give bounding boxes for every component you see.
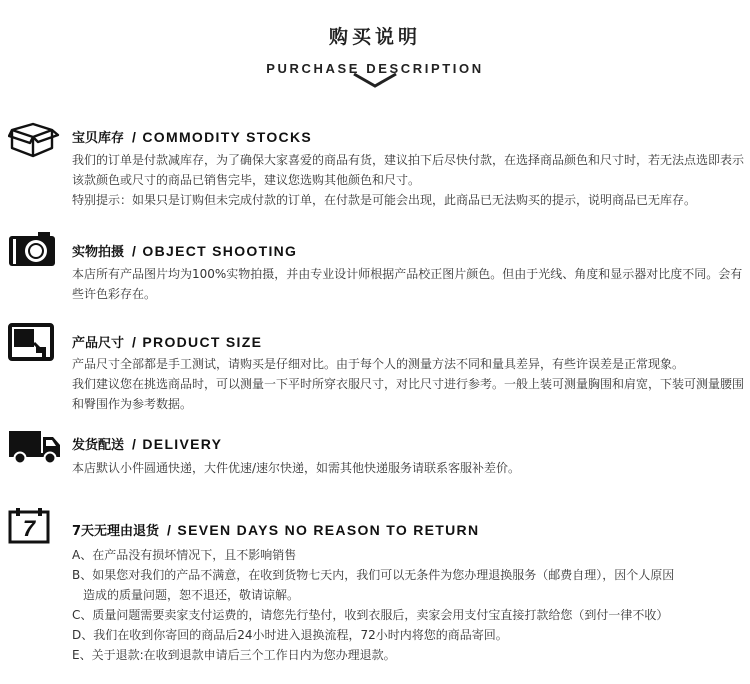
section-heading <box>72 128 312 146</box>
box-icon <box>8 118 60 158</box>
body-line: C、质量问题需要卖家支付运费的，请您先行垫付，收到衣服后，卖家会用支付宝直接打款给您（到付一律不收） <box>72 608 669 622</box>
body-line: B、如果您对我们的产品不满意，在收到货物七天内，我们可以无条件为您办理退换服务（邮费自理），因个人原因 <box>72 568 675 582</box>
calendar-7-icon <box>8 508 52 544</box>
section-title-en: / OBJECT SHOOTING <box>132 243 298 259</box>
body-line: 本店所有产品图片均为100%实物拍摄，并由专业设计师根据产品校正图片颜色。但由于光线、角度和显示器对比度不同。会有些许色彩存在。 <box>72 267 743 301</box>
section-title-cn: 实物拍摄 <box>72 245 125 260</box>
section-title-en: / PRODUCT SIZE <box>132 334 263 350</box>
body-line: E、关于退款:在收到退款申请后三个工作日内为您办理退款。 <box>72 648 396 662</box>
calendar-day-number: 7 <box>22 516 36 541</box>
section-title-cn: 7天无理由退货 <box>72 524 160 539</box>
section-heading <box>72 521 479 539</box>
body-line: 特别提示：如果只是订购但未完成付款的订单，在付款是可能会出现，此商品已无法购买的提示，说明商品已无库存。 <box>72 193 697 207</box>
section-heading <box>72 242 297 260</box>
body-line: A、在产品没有损坏情况下，且不影响销售 <box>72 548 297 562</box>
body-line: 我们的订单是付款减库存，为了确保大家喜爱的商品有货，建议拍下后尽快付款，在选择商品颜色和尺寸时，若无法点选即表示该款颜色或尺寸的商品已销售完毕，建议您选购其他颜色和尺寸。 <box>72 153 745 187</box>
section-title-en: / DELIVERY <box>132 436 223 452</box>
body-line: 造成的质量问题，恕不退还，敬请谅解。 <box>83 588 300 602</box>
section-heading <box>72 333 262 351</box>
camera-icon <box>8 232 58 268</box>
body-line: 本店默认小件圆通快递，大件优速/速尔快递，如需其他快递服务请联系客服补差价。 <box>72 461 521 475</box>
section-body <box>72 458 747 478</box>
section-body <box>72 354 747 414</box>
section-body <box>72 150 747 210</box>
section-title-cn: 产品尺寸 <box>72 336 125 351</box>
chevron-down-icon <box>352 71 398 91</box>
section-title-cn: 发货配送 <box>72 438 125 453</box>
section-heading <box>72 435 222 453</box>
body-line: 我们建议您在挑选商品时，可以测量一下平时所穿衣服尺寸，对比尺寸进行参考。一般上装可测量胸围和肩宽，下装可测量腰围和臀围作为参考数据。 <box>72 377 745 411</box>
section-body <box>72 264 747 304</box>
section-body <box>72 545 747 665</box>
page-title: 购买说明 <box>328 26 421 48</box>
page-subtitle: PURCHASE DESCRIPTION <box>266 61 484 76</box>
section-title-en: / SEVEN DAYS NO REASON TO RETURN <box>167 522 480 538</box>
body-line: D、我们在收到你寄回的商品后24小时进入退换流程，72小时内将您的商品寄回。 <box>72 628 508 642</box>
resize-icon <box>8 323 54 361</box>
section-title-cn: 宝贝库存 <box>72 131 125 146</box>
body-line: 产品尺寸全部都是手工测试，请购买是仔细对比。由于每个人的测量方法不同和量具差异，有些许误差是正常现象。 <box>72 357 685 371</box>
page-header <box>0 22 750 76</box>
section-title-en: / COMMODITY STOCKS <box>132 129 313 145</box>
truck-icon <box>8 429 62 465</box>
